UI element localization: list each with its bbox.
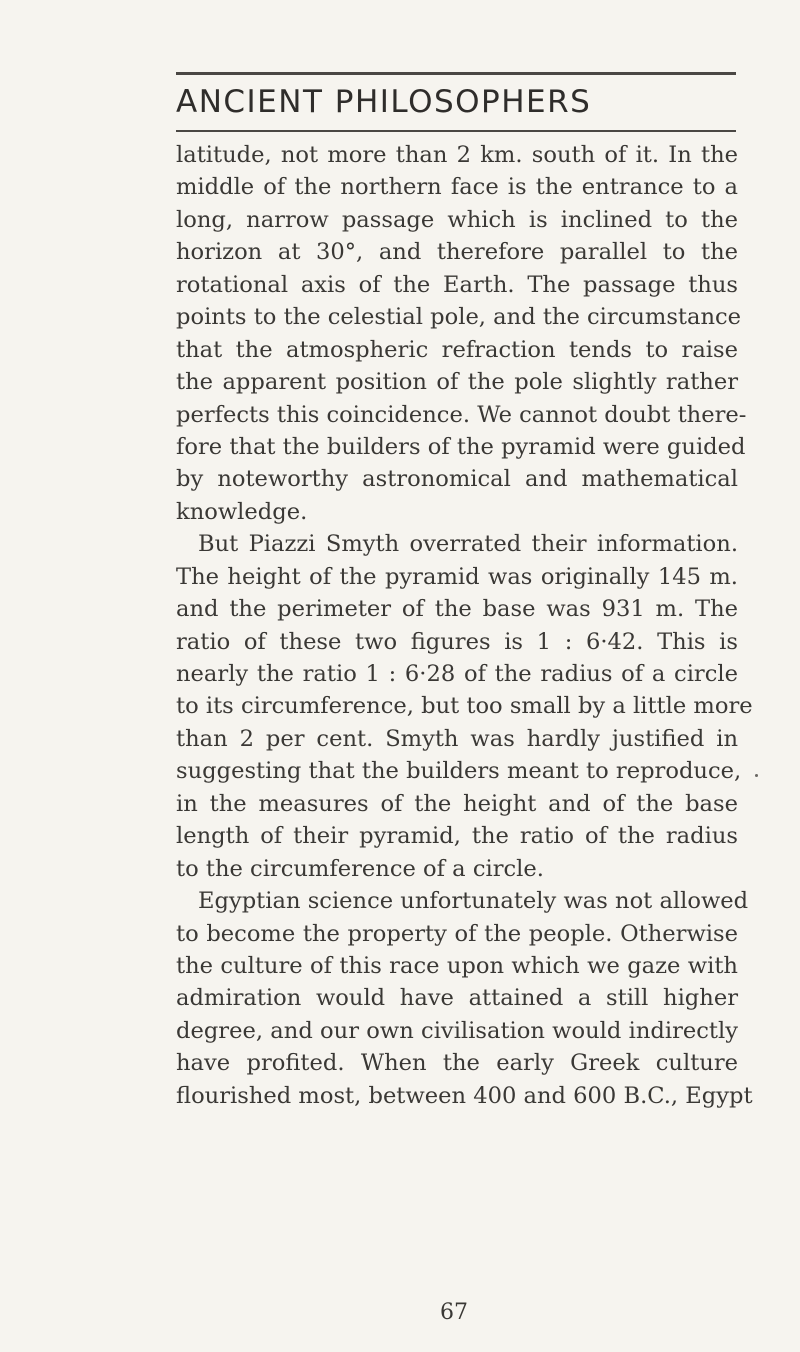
text-line: to its circumference, but too small by a little more [176, 693, 753, 720]
text-line: in the measures of the height and of the base [176, 790, 738, 817]
text-line: degree, and our own civilisation would indirectly [176, 1017, 738, 1044]
body-text [176, 139, 753, 1112]
text-line: the culture of this race upon which we gaze with [176, 952, 738, 979]
running-head: ANCIENT PHILOSOPHERS [176, 84, 592, 120]
text-line: knowledge. [176, 498, 308, 525]
page-number: 67 [440, 1300, 468, 1325]
text-line: But Piazzi Smyth overrated their information. [198, 531, 738, 558]
text-line: that the atmospheric refraction tends to raise [176, 336, 738, 363]
text-line: long, narrow passage which is inclined to the [176, 206, 738, 233]
text-line: perfects this coincidence. We cannot doubt there- [176, 401, 747, 428]
text-line: to become the property of the people. Otherwise [176, 920, 738, 947]
text-line: to the circumference of a circle. [176, 855, 544, 882]
text-line: rotational axis of the Earth. The passage thus [176, 271, 738, 298]
text-line: than 2 per cent. Smyth was hardly justified in [176, 725, 738, 752]
text-line: The height of the pyramid was originally 145 m. [176, 563, 738, 590]
text-line: by noteworthy astronomical and mathematical [176, 466, 738, 493]
text-line: admiration would have attained a still higher [176, 985, 738, 1012]
text-line: ratio of these two figures is 1 : 6·42. This is [176, 628, 738, 655]
text-line: suggesting that the builders meant to reproduce, [176, 758, 742, 785]
text-line: flourished most, between 400 and 600 B.C., Egypt [176, 1082, 753, 1109]
text-line: points to the celestial pole, and the circumstance [176, 304, 742, 331]
text-line: Egyptian science unfortunately was not allowed [198, 888, 749, 915]
header-rule-top [176, 72, 736, 75]
header-rule-bottom [176, 130, 736, 132]
text-line: and the perimeter of the base was 931 m. The [176, 596, 738, 623]
text-line: middle of the northern face is the entrance to a [176, 174, 738, 201]
text-line: nearly the ratio 1 : 6·28 of the radius of a circle [176, 661, 738, 687]
stray-ink-mark [755, 774, 758, 777]
text-line: horizon at 30°, and therefore parallel to the [176, 239, 738, 266]
text-line: length of their pyramid, the ratio of the radius [176, 823, 738, 850]
text-line: latitude, not more than 2 km. south of it. In the [176, 142, 738, 168]
text-line: the apparent position of the pole slightly rather [176, 369, 738, 396]
text-line: fore that the builders of the pyramid were guided [176, 433, 746, 460]
text-line: have profited. When the early Greek culture [176, 1050, 738, 1077]
